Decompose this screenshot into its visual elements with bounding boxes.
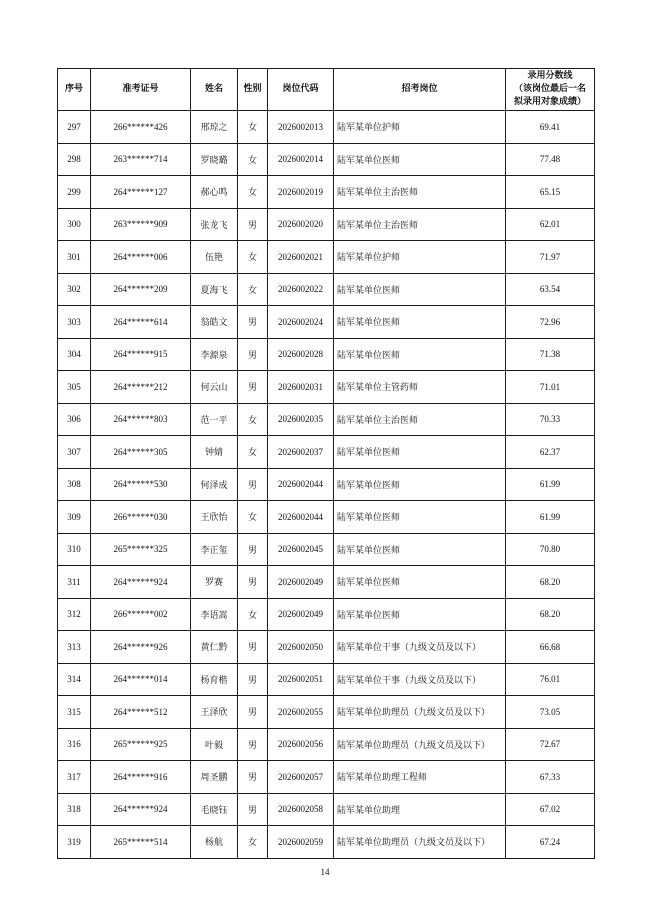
cell-exam-id: 264******512 xyxy=(91,696,191,729)
cell-score: 73.05 xyxy=(506,696,595,729)
cell-post-code: 2026002014 xyxy=(268,143,334,176)
table-row xyxy=(58,501,595,534)
cell-exam-id: 263******714 xyxy=(91,143,191,176)
table-row xyxy=(58,143,595,176)
cell-position: 陆军某单位医师 xyxy=(334,306,506,339)
cell-exam-id: 266******002 xyxy=(91,598,191,631)
cell-score: 69.41 xyxy=(506,111,595,144)
table-row xyxy=(58,533,595,566)
cell-exam-id: 265******925 xyxy=(91,728,191,761)
table-row xyxy=(58,436,595,469)
cell-post-code: 2026002013 xyxy=(268,111,334,144)
cell-name: 翁皓文 xyxy=(191,306,238,339)
cell-score: 62.37 xyxy=(506,436,595,469)
cell-score: 61.99 xyxy=(506,468,595,501)
cell-gender: 女 xyxy=(238,241,268,274)
cell-exam-id: 265******514 xyxy=(91,826,191,859)
cell-post-code: 2026002049 xyxy=(268,598,334,631)
cell-seq: 308 xyxy=(58,468,91,501)
cell-exam-id: 264******803 xyxy=(91,403,191,436)
cell-score: 77.48 xyxy=(506,143,595,176)
cell-name: 罗赛 xyxy=(191,566,238,599)
cell-name: 夏海飞 xyxy=(191,273,238,306)
cell-score: 66.68 xyxy=(506,631,595,664)
cell-gender: 女 xyxy=(238,176,268,209)
table-row xyxy=(58,208,595,241)
cell-exam-id: 266******426 xyxy=(91,111,191,144)
cell-post-code: 2026002049 xyxy=(268,566,334,599)
cell-post-code: 2026002022 xyxy=(268,273,334,306)
cell-seq: 298 xyxy=(58,143,91,176)
cell-post-code: 2026002021 xyxy=(268,241,334,274)
cell-position: 陆军某单位医师 xyxy=(334,598,506,631)
cell-name: 杨航 xyxy=(191,826,238,859)
cell-gender: 男 xyxy=(238,468,268,501)
cell-score: 71.38 xyxy=(506,338,595,371)
cell-gender: 男 xyxy=(238,663,268,696)
cell-exam-id: 264******212 xyxy=(91,371,191,404)
table-row xyxy=(58,273,595,306)
cell-position: 陆军某单位医师 xyxy=(334,273,506,306)
cell-position: 陆军某单位医师 xyxy=(334,566,506,599)
cell-gender: 男 xyxy=(238,306,268,339)
cell-gender: 男 xyxy=(238,728,268,761)
cell-position: 陆军某单位护师 xyxy=(334,241,506,274)
cell-name: 钟婧 xyxy=(191,436,238,469)
cell-post-code: 2026002059 xyxy=(268,826,334,859)
cell-exam-id: 264******209 xyxy=(91,273,191,306)
cell-seq: 297 xyxy=(58,111,91,144)
cell-gender: 女 xyxy=(238,598,268,631)
table-row xyxy=(58,728,595,761)
cell-seq: 315 xyxy=(58,696,91,729)
cell-exam-id: 264******006 xyxy=(91,241,191,274)
cell-score: 63.54 xyxy=(506,273,595,306)
cell-post-code: 2026002055 xyxy=(268,696,334,729)
cell-score: 67.24 xyxy=(506,826,595,859)
table-row xyxy=(58,663,595,696)
cell-post-code: 2026002031 xyxy=(268,371,334,404)
cell-score: 68.20 xyxy=(506,598,595,631)
cell-gender: 女 xyxy=(238,273,268,306)
cell-score: 72.96 xyxy=(506,306,595,339)
table-row xyxy=(58,111,595,144)
cell-score: 70.80 xyxy=(506,533,595,566)
cell-post-code: 2026002028 xyxy=(268,338,334,371)
cell-exam-id: 264******915 xyxy=(91,338,191,371)
header-position: 招考岗位 xyxy=(334,69,506,111)
cell-gender: 男 xyxy=(238,631,268,664)
cell-position: 陆军某单位助理 xyxy=(334,793,506,826)
cell-post-code: 2026002050 xyxy=(268,631,334,664)
cell-gender: 女 xyxy=(238,436,268,469)
cell-score: 68.20 xyxy=(506,566,595,599)
cell-seq: 318 xyxy=(58,793,91,826)
cell-seq: 307 xyxy=(58,436,91,469)
cell-position: 陆军某单位主管药师 xyxy=(334,371,506,404)
cell-gender: 男 xyxy=(238,208,268,241)
cell-position: 陆军某单位助理工程师 xyxy=(334,761,506,794)
cell-score: 71.97 xyxy=(506,241,595,274)
cell-score: 70.33 xyxy=(506,403,595,436)
cell-gender: 男 xyxy=(238,566,268,599)
cell-exam-id: 264******014 xyxy=(91,663,191,696)
table-row xyxy=(58,631,595,664)
header-row xyxy=(58,69,595,111)
cell-seq: 302 xyxy=(58,273,91,306)
cell-exam-id: 266******030 xyxy=(91,501,191,534)
cell-post-code: 2026002057 xyxy=(268,761,334,794)
cell-post-code: 2026002024 xyxy=(268,306,334,339)
cell-exam-id: 265******325 xyxy=(91,533,191,566)
cell-seq: 312 xyxy=(58,598,91,631)
header-post-code: 岗位代码 xyxy=(268,69,334,111)
cell-seq: 306 xyxy=(58,403,91,436)
cell-seq: 305 xyxy=(58,371,91,404)
cell-position: 陆军某单位助理员（九级文员及以下） xyxy=(334,696,506,729)
header-exam-id: 准考证号 xyxy=(91,69,191,111)
cell-name: 王欣怡 xyxy=(191,501,238,534)
cell-post-code: 2026002051 xyxy=(268,663,334,696)
cell-seq: 317 xyxy=(58,761,91,794)
cell-exam-id: 264******305 xyxy=(91,436,191,469)
cell-post-code: 2026002056 xyxy=(268,728,334,761)
cell-seq: 319 xyxy=(58,826,91,859)
header-gender: 性别 xyxy=(238,69,268,111)
cell-position: 陆军某单位主治医师 xyxy=(334,208,506,241)
cell-gender: 男 xyxy=(238,761,268,794)
cell-name: 李源泉 xyxy=(191,338,238,371)
cell-gender: 男 xyxy=(238,338,268,371)
cell-score: 61.99 xyxy=(506,501,595,534)
cell-score: 62.01 xyxy=(506,208,595,241)
cell-gender: 男 xyxy=(238,696,268,729)
cell-name: 邢琼之 xyxy=(191,111,238,144)
cell-gender: 男 xyxy=(238,371,268,404)
cell-position: 陆军某单位医师 xyxy=(334,468,506,501)
cell-position: 陆军某单位护师 xyxy=(334,111,506,144)
cell-exam-id: 264******614 xyxy=(91,306,191,339)
cell-score: 71.01 xyxy=(506,371,595,404)
header-score-line xyxy=(506,69,595,111)
cell-gender: 女 xyxy=(238,501,268,534)
header-score-line-2: （该岗位最后一名 xyxy=(513,84,586,94)
cell-exam-id: 264******926 xyxy=(91,631,191,664)
page-number: 14 xyxy=(320,867,330,877)
cell-name: 叶毅 xyxy=(191,728,238,761)
cell-name: 何泽成 xyxy=(191,468,238,501)
table-row xyxy=(58,176,595,209)
cell-exam-id: 263******909 xyxy=(91,208,191,241)
cell-name: 郝心鸣 xyxy=(191,176,238,209)
cell-name: 周圣鹏 xyxy=(191,761,238,794)
cell-seq: 301 xyxy=(58,241,91,274)
cell-position: 陆军某单位主治医师 xyxy=(334,403,506,436)
table-row xyxy=(58,696,595,729)
table-row xyxy=(58,338,595,371)
header-seq: 序号 xyxy=(58,69,91,111)
table-row xyxy=(58,403,595,436)
cell-post-code: 2026002045 xyxy=(268,533,334,566)
cell-seq: 313 xyxy=(58,631,91,664)
cell-post-code: 2026002035 xyxy=(268,403,334,436)
cell-gender: 女 xyxy=(238,143,268,176)
cell-post-code: 2026002058 xyxy=(268,793,334,826)
cell-gender: 女 xyxy=(238,826,268,859)
cell-name: 毛晓钰 xyxy=(191,793,238,826)
header-name: 姓名 xyxy=(191,69,238,111)
cell-exam-id: 264******924 xyxy=(91,566,191,599)
cell-gender: 女 xyxy=(238,111,268,144)
cell-post-code: 2026002044 xyxy=(268,468,334,501)
cell-gender: 男 xyxy=(238,793,268,826)
table-row xyxy=(58,598,595,631)
cell-seq: 300 xyxy=(58,208,91,241)
table-row xyxy=(58,826,595,859)
results-table xyxy=(57,68,595,859)
cell-name: 杨育楷 xyxy=(191,663,238,696)
cell-name: 张龙飞 xyxy=(191,208,238,241)
cell-name: 李正玺 xyxy=(191,533,238,566)
cell-name: 黄仁黔 xyxy=(191,631,238,664)
cell-position: 陆军某单位主治医师 xyxy=(334,176,506,209)
cell-exam-id: 264******127 xyxy=(91,176,191,209)
cell-position: 陆军某单位医师 xyxy=(334,501,506,534)
cell-gender: 男 xyxy=(238,533,268,566)
cell-post-code: 2026002037 xyxy=(268,436,334,469)
cell-name: 范一平 xyxy=(191,403,238,436)
header-score-line-1: 录用分数线 xyxy=(527,71,573,81)
cell-position: 陆军某单位干事（九级文员及以下） xyxy=(334,631,506,664)
cell-position: 陆军某单位医师 xyxy=(334,533,506,566)
cell-exam-id: 264******530 xyxy=(91,468,191,501)
cell-post-code: 2026002019 xyxy=(268,176,334,209)
cell-score: 76.01 xyxy=(506,663,595,696)
cell-name: 王泽欣 xyxy=(191,696,238,729)
cell-score: 67.33 xyxy=(506,761,595,794)
cell-seq: 304 xyxy=(58,338,91,371)
cell-position: 陆军某单位干事（九级文员及以下） xyxy=(334,663,506,696)
cell-seq: 299 xyxy=(58,176,91,209)
cell-position: 陆军某单位助理员（九级文员及以下） xyxy=(334,728,506,761)
cell-seq: 314 xyxy=(58,663,91,696)
cell-seq: 309 xyxy=(58,501,91,534)
table-row xyxy=(58,306,595,339)
cell-score: 72.67 xyxy=(506,728,595,761)
cell-name: 何云山 xyxy=(191,371,238,404)
cell-name: 李语嵩 xyxy=(191,598,238,631)
cell-seq: 303 xyxy=(58,306,91,339)
cell-seq: 310 xyxy=(58,533,91,566)
cell-gender: 女 xyxy=(238,403,268,436)
cell-seq: 311 xyxy=(58,566,91,599)
cell-position: 陆军某单位医师 xyxy=(334,436,506,469)
table-row xyxy=(58,761,595,794)
header-score-line-3: 拟录用对象成绩） xyxy=(513,97,586,107)
cell-position: 陆军某单位助理员（九级文员及以下） xyxy=(334,826,506,859)
cell-seq: 316 xyxy=(58,728,91,761)
table-header xyxy=(58,69,595,111)
cell-score: 67.02 xyxy=(506,793,595,826)
cell-post-code: 2026002044 xyxy=(268,501,334,534)
table-row xyxy=(58,468,595,501)
cell-exam-id: 264******924 xyxy=(91,793,191,826)
cell-position: 陆军某单位医师 xyxy=(334,143,506,176)
cell-name: 罗晓璐 xyxy=(191,143,238,176)
cell-score: 65.15 xyxy=(506,176,595,209)
cell-exam-id: 264******916 xyxy=(91,761,191,794)
cell-name: 伍艳 xyxy=(191,241,238,274)
cell-position: 陆军某单位医师 xyxy=(334,338,506,371)
table-row xyxy=(58,371,595,404)
cell-post-code: 2026002020 xyxy=(268,208,334,241)
table-body xyxy=(58,111,595,859)
table-row xyxy=(58,566,595,599)
table-row xyxy=(58,793,595,826)
table-row xyxy=(58,241,595,274)
